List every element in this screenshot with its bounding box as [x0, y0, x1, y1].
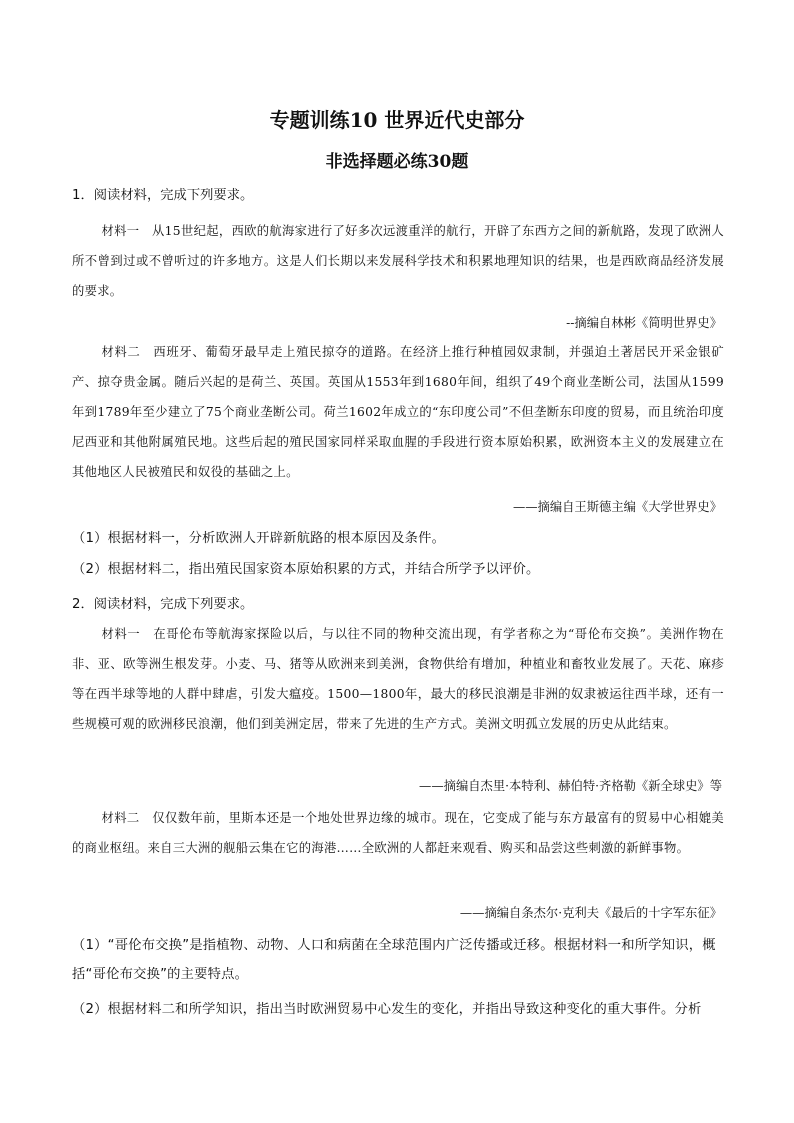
question-1-material-1: 材料一 从15世纪起，西欧的航海家进行了好多次远渡重洋的航行，开辟了东西方之间的新航路，发现了欧洲人所不曾到过或不曾听过的许多地方。这是人们长期以来发展科学技术和积累地理知识的结果，也是西欧商品经济发展的要求。	[72, 224, 724, 298]
question-2-material-2: 材料二 仅仅数年前，里斯本还是一个地处世界边缘的城市。现在，它变成了能与东方最富有的贸易中心相媲美的商业枢纽。来自三大洲的舰船云集在它的海港……全欧洲的人都赶来观看、购买和品尝这些刺激的新鲜事物。	[72, 811, 724, 855]
question-1-heading: 1．阅读材料，完成下列要求。	[72, 188, 254, 203]
question-1-sub-2: （2）根据材料二，指出殖民国家资本原始积累的方式，并结合所学予以评价。	[72, 562, 540, 577]
document-title: 专题训练10 世界近代史部分	[269, 108, 525, 132]
question-2-sub-2: （2）根据材料二和所学知识，指出当时欧洲贸易中心发生的变化，并指出导致这种变化的重大事件。分析	[72, 1002, 702, 1017]
question-2-material-1: 材料一 在哥伦布等航海家探险以后，与以往不同的物种交流出现，有学者称之为“哥伦布交换”。美洲作物在非、亚、欧等洲生根发芽。小麦、马、猪等从欧洲来到美洲，食物供给有增加，种植业和畜牧业发展了。天花、麻疹等在西半球等地的人群中肆虐，引发大瘟疫。1500—1800年，最大的移民浪潮是非洲的奴隶被运往西半球，还有一些规模可观的欧洲移民浪潮，他们到美洲定居，带来了先进的生产方式。美洲文明孤立发展的历史从此结束。	[72, 627, 724, 731]
question-1-sub-1: （1）根据材料一，分析欧洲人开辟新航路的根本原因及条件。	[72, 531, 446, 546]
question-1-source-2: ——摘编自王斯德主编《大学世界史》	[512, 500, 722, 514]
question-2-source-1: ——摘编自杰里·本特利、赫伯特·齐格勒《新全球史》等	[419, 779, 722, 793]
question-1-source-1: --摘编自林彬《简明世界史》	[566, 316, 722, 330]
question-2-source-2: ——摘编自条杰尔·克利夫《最后的十字军东征》	[459, 906, 722, 920]
question-2-sub-1: （1）“哥伦布交换”是指植物、动物、人口和病菌在全球范围内广泛传播或迁移。根据材料一和所学知识，概括“哥伦布交换”的主要特点。	[72, 938, 716, 982]
question-2-heading: 2．阅读材料，完成下列要求。	[72, 597, 254, 612]
document-subtitle: 非选择题必练30题	[325, 152, 469, 172]
question-1-material-2: 材料二 西班牙、葡萄牙最早走上殖民掠夺的道路。在经济上推行种植园奴隶制，并强迫土著居民开采金银矿产、掠夺贵金属。随后兴起的是荷兰、英国。英国从1553年到1680年间，组织了49个商业垄断公司，法国从1599年到1789年至少建立了75个商业垄断公司。荷兰1602年成立的“东印度公司”不但垄断东印度的贸易，而且统治印度尼西亚和其他附属殖民地。这些后起的殖民国家同样采取血腥的手段进行资本原始积累，欧洲资本主义的发展建立在其他地区人民被殖民和奴役的基础之上。	[72, 345, 724, 479]
